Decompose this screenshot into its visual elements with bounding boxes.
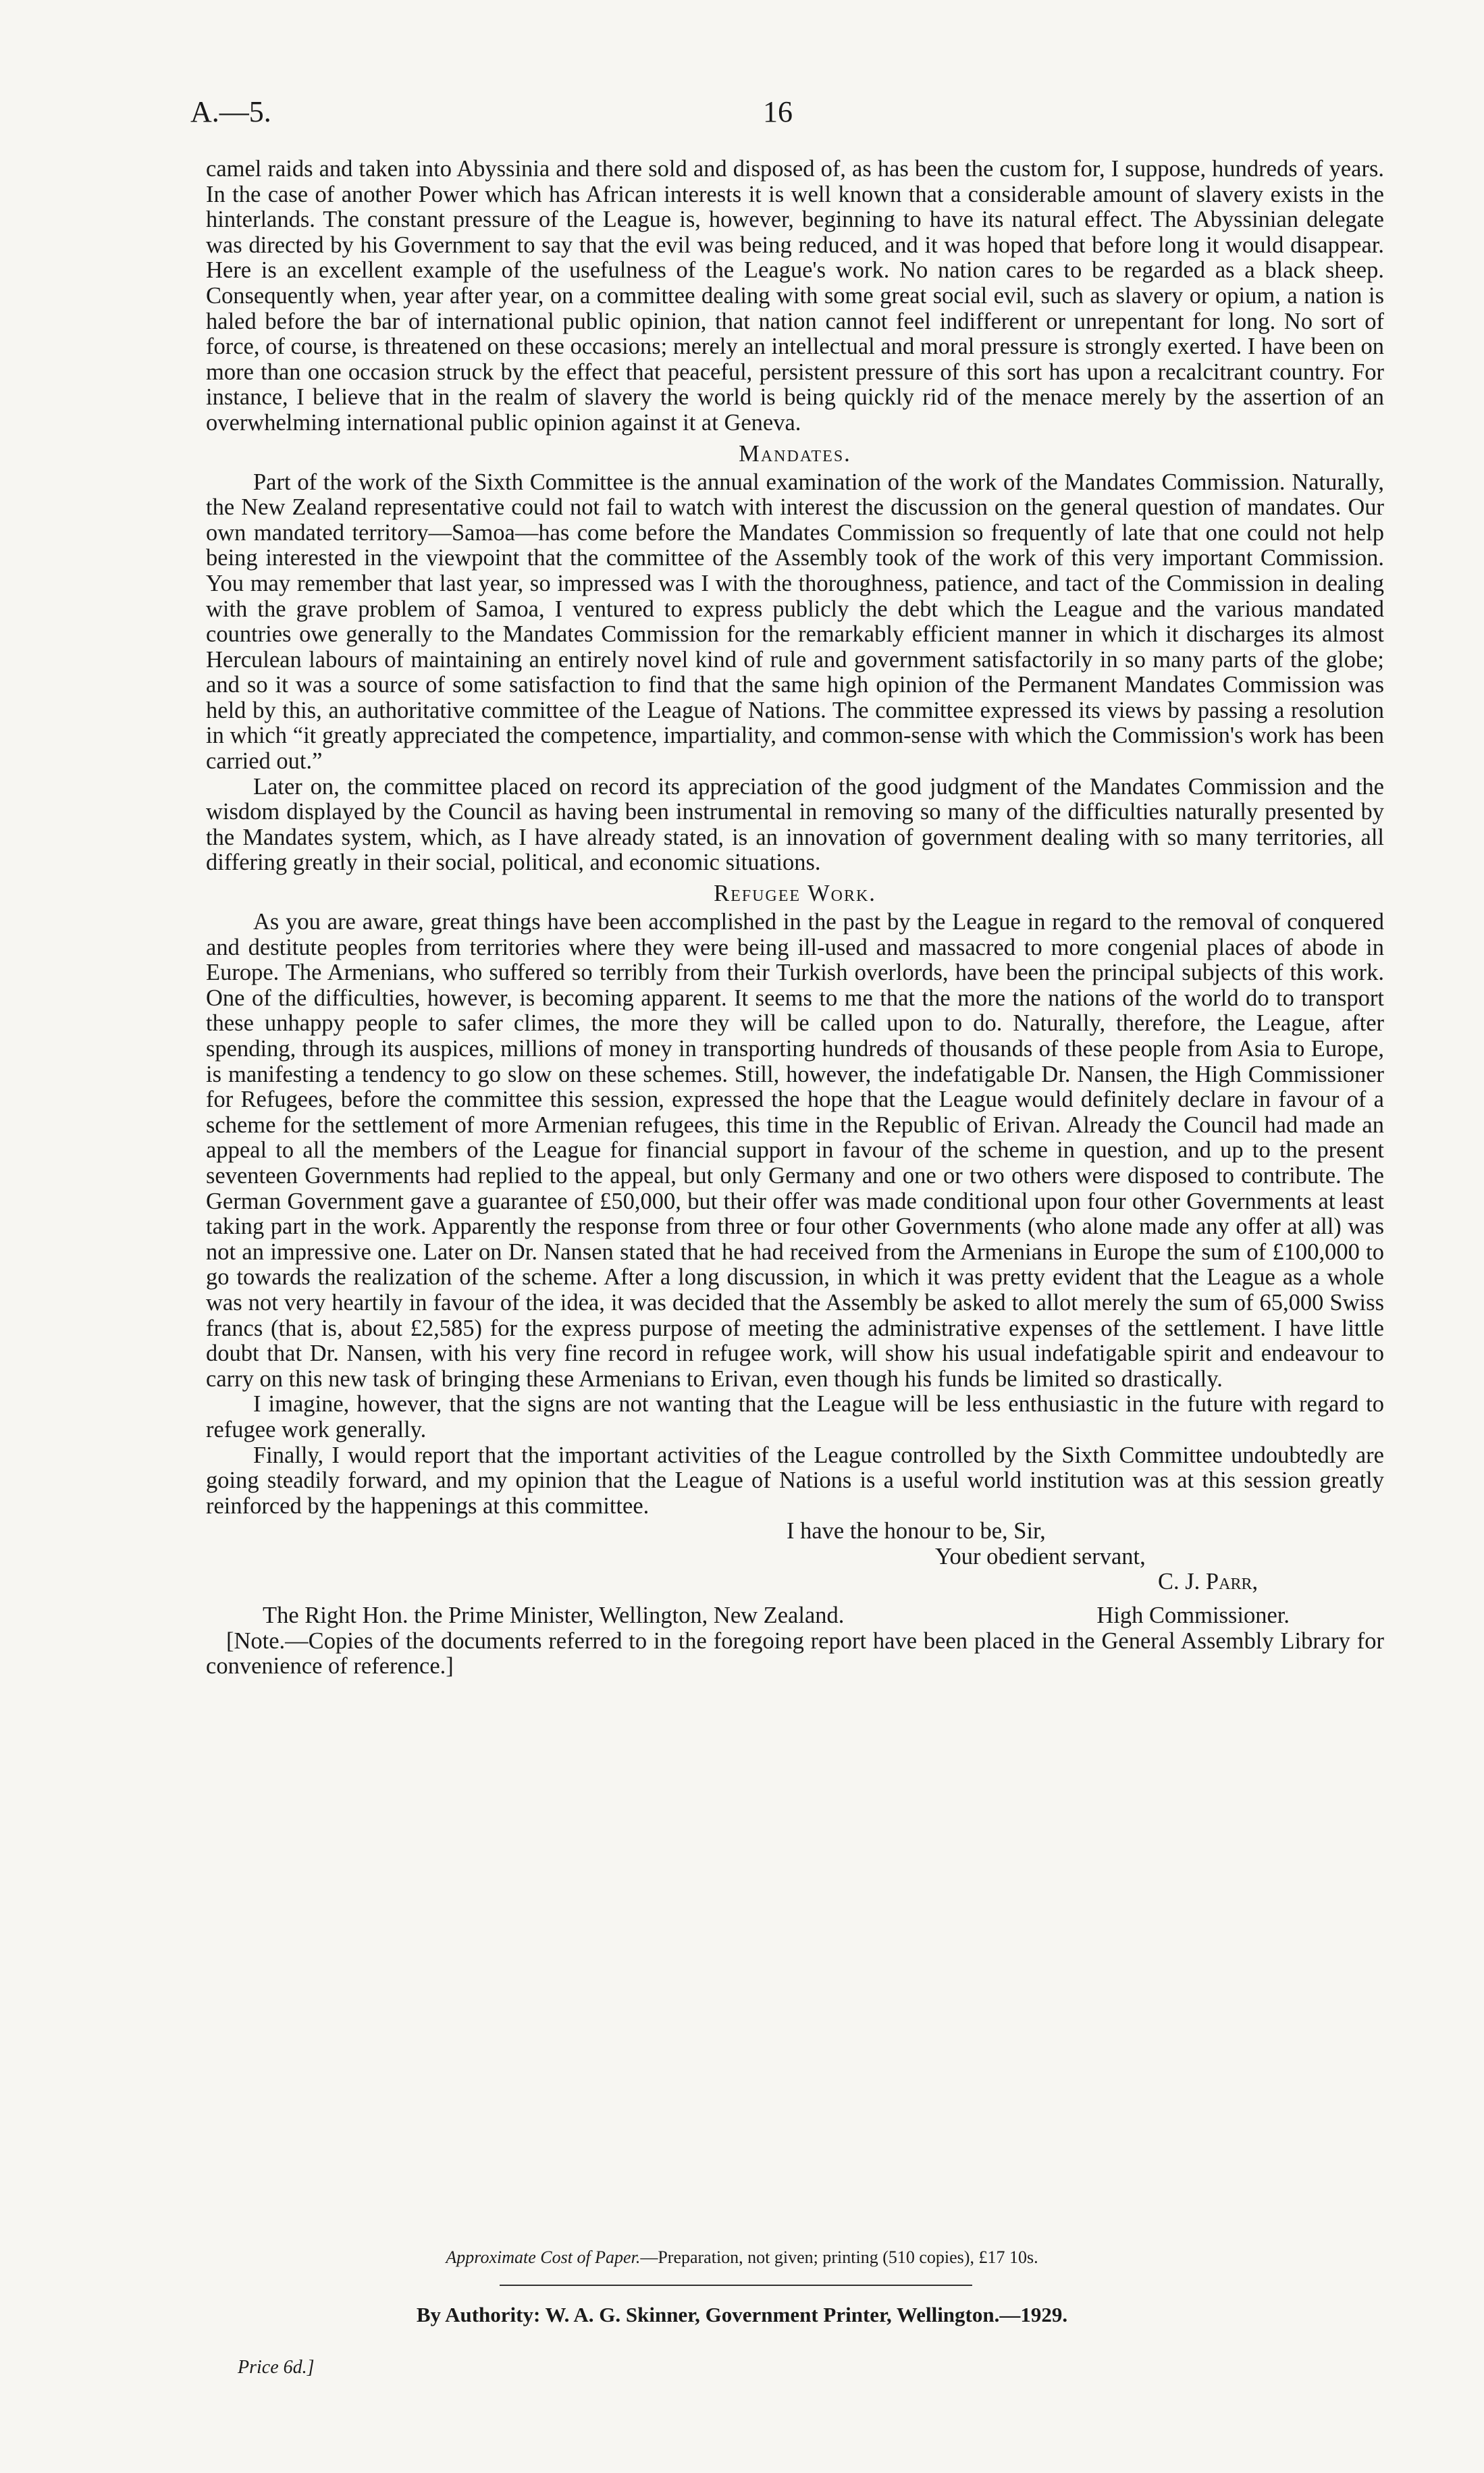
parliamentary-paper-ref: A.—5.: [190, 95, 271, 128]
closing-block: [206, 1519, 1384, 1628]
note: [Note.—Copies of the documents referred to in the foregoing report have been placed in the General Assembly Library for convenience of reference.]: [206, 1628, 1384, 1680]
cost-text: —Preparation, not given; printing (510 copies), £17 10s.: [640, 2247, 1038, 2267]
paragraph-refugee-2: I imagine, however, that the signs are not wanting that the League will be less enthusiastic in the future with regard to refugee work generally.: [206, 1391, 1384, 1442]
page-number: 16: [763, 95, 793, 128]
closing-servant: Your obedient servant,: [935, 1543, 1146, 1569]
printer-imprint: By Authority: W. A. G. Skinner, Government Printer, Wellington.—1929.: [416, 2303, 1068, 2326]
paragraph-refugee-1: As you are aware, great things have been accomplished in the past by the League in regard to the removal of conquered and destitute peoples from territories where they were being ill-used and massacred to more congenial places of abode in Europe. The Armenians, who suffered so terribly from their Turkish overlords, have been the principal subjects of this work. One of the difficulties, however, is becoming apparent. It seems to me that the more the nations of the world do to transport these unhappy people to safer climes, the more they will be called upon to do. Naturally, therefore, the League, after spending, through its auspices, millions of money in transporting hundreds of thousands of these people from Asia to Europe, is manifesting a tendency to go slow on these schemes. Still, however, the indefatigable Dr. Nansen, the High Commissioner for Refugees, before the committee this session, expressed the hope that the League would definitely declare in favour of a scheme for the settlement of more Armenian refugees, this time in the Republic of Erivan. Already the Council had made an appeal to all the members of the League for financial support in favour of the scheme in question, and up to the present seventeen Governments had replied to the appeal, but only Germany and one or two others were disposed to contribute. The German Government gave a guarantee of £50,000, but their offer was made conditional upon four other Governments at least taking part in the work. Apparently the response from three or four other Governments (who alone made any offer at all) was not an impressive one. Later on Dr. Nansen stated that he had received from the Armenians in Europe the sum of £100,000 to go towards the realization of the scheme. After a long discussion, in which it was pretty evident that the League as a whole was not very heartily in favour of the idea, it was decided that the Assembly be asked to allot merely the sum of 65,000 Swiss francs (that is, about £2,585) for the express purpose of meeting the administrative expenses of the settlement. I have little doubt that Dr. Nansen, with his very fine record in refugee work, will show his usual indefatigable spirit and endeavour to carry on this new task of bringing these Armenians to Erivan, even though his funds be limited so drastically.: [206, 909, 1384, 1392]
signatory-title: High Commissioner.: [1096, 1603, 1290, 1629]
closing-honour: I have the honour to be, Sir,: [787, 1518, 1046, 1544]
addressee: The Right Hon. the Prime Minister, Wellington, New Zealand.: [263, 1603, 845, 1629]
paragraph-refugee-3: Finally, I would report that the important activities of the League controlled by the Sixth Committee undoubtedly are going steadily forward, and my opinion that the League of Nations is a useful world institution was at this session greatly reinforced by the happenings at this committee.: [206, 1442, 1384, 1519]
paragraph-mandates-1: Part of the work of the Sixth Committee is the annual examination of the work of the Mandates Commission. Naturally, the New Zealand representative could not fail to watch with interest the discussion on the general question of mandates. Our own mandated territory—Samoa—has come before the Mandates Commission so frequently of late that one could not help being interested in the viewpoint that the committee of the Assembly took of the work of this very important Commission. You may remember that last year, so impressed was I with the thoroughness, patience, and tact of the Commission in dealing with the grave problem of Samoa, I ventured to express publicly the debt which the League and the various mandated countries owe generally to the Mandates Commission for the remarkably efficient manner in which it discharges its almost Herculean labours of maintaining an entirely novel kind of rule and government satisfactorily in so many parts of the globe; and so it was a source of some satisfaction to find that the same high opinion of the Permanent Mandates Commission was held by this, an authoritative committee of the League of Nations. The committee expressed its views by passing a resolution in which “it greatly appreciated the competence, impartiality, and common-sense with which the Commission's work has been carried out.”: [206, 469, 1384, 775]
signature: C. J. Parr,: [1158, 1569, 1258, 1595]
heading-refugee-work: Refugee Work.: [714, 881, 876, 907]
addressee-row: [206, 1603, 1384, 1629]
report-body: [206, 157, 1384, 1680]
price: Price 6d.]: [238, 2357, 315, 2378]
cost-of-paper: [0, 2247, 1484, 2268]
divider: [500, 2285, 972, 2286]
paragraph-mandates-2: Later on, the committee placed on record its appreciation of the good judgment of the Mandates Commission and the wisdom displayed by the Council as having been instrumental in removing so many of the difficulties naturally presented by the Mandates system, which, as I have already stated, is an innovation of government dealing with so many territories, all differing greatly in their social, political, and economic situations.: [206, 773, 1384, 876]
paragraph-slavery: camel raids and taken into Abyssinia and there sold and disposed of, as has been the custom for, I suppose, hundreds of years. In the case of another Power which has African interests it is well known that a considerable amount of slavery exists in the hinterlands. The constant pressure of the League is, however, beginning to have its natural effect. The Abyssinian delegate was directed by his Government to say that the evil was being reduced, and it was hoped that before long it would disappear. Here is an excellent example of the usefulness of the League's work. No nation cares to be regarded as a black sheep. Consequently when, year after year, on a committee dealing with some great social evil, such as slavery or opium, a nation is haled before the bar of international public opinion, that nation cannot feel indifferent or unrepentant for long. No sort of force, of course, is threatened on these occasions; merely an intellectual and moral pressure is strongly exerted. I have been on more than one occasion struck by the effect that peaceful, persistent pressure of this sort has upon a recalcitrant country. For instance, I believe that in the realm of slavery the world is being quickly rid of the menace merely by the assertion of an overwhelming international public opinion against it at Geneva.: [206, 156, 1384, 436]
heading-mandates: Mandates.: [739, 440, 851, 467]
cost-label: Approximate Cost of Paper.: [446, 2247, 641, 2267]
